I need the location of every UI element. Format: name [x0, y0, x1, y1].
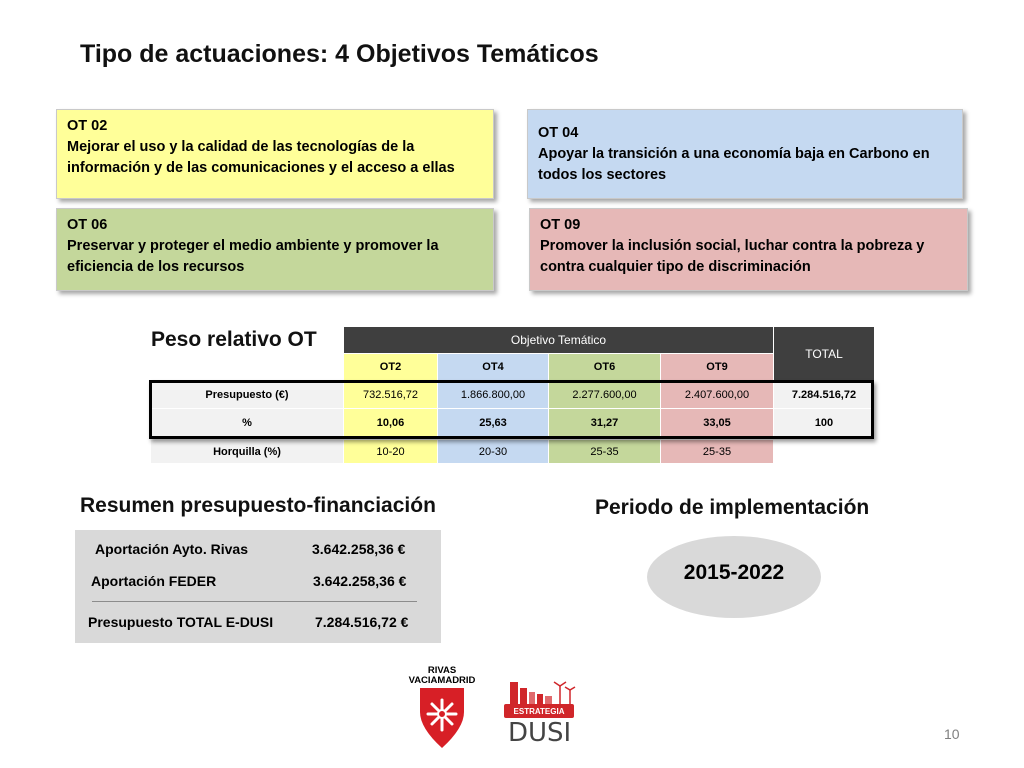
resumen-box — [75, 530, 441, 643]
resumen-total-amount: 7.284.516,72 € — [315, 614, 409, 630]
ot-code: OT 06 — [67, 217, 108, 233]
table-cell: 25-35 — [549, 440, 661, 464]
resumen-label: Aportación Ayto. Rivas — [95, 541, 248, 557]
col-header-ot2: OT2 — [344, 354, 438, 381]
rivas-shield-icon — [402, 666, 482, 750]
resumen-amount: 3.642.258,36 € — [313, 573, 407, 589]
dusi-band-text: ESTRATEGIA — [504, 704, 574, 718]
table-cell: 25,63 — [438, 409, 549, 438]
row-label-percent: % — [151, 409, 344, 438]
col-header-ot6: OT6 — [549, 354, 661, 381]
peso-heading: Peso relativo OT — [151, 328, 317, 351]
table-cell: 1.866.800,00 — [438, 381, 549, 409]
row-label-horquilla: Horquilla (%) — [151, 440, 344, 464]
table-cell: 2.407.600,00 — [661, 381, 774, 409]
rivas-logo-text: RIVAS VACIAMADRID — [408, 665, 476, 686]
ot-description: Promover la inclusión social, luchar contra la pobreza y contra cualquier tipo de discriminación — [540, 238, 925, 275]
ot-description: Mejorar el uso y la calidad de las tecnologías de la información y de las comunicaciones y el acceso a ellas — [67, 139, 455, 176]
dusi-logo — [500, 680, 580, 748]
ot-description: Apoyar la transición a una economía baja en Carbono en todos los sectores — [538, 146, 930, 183]
page-number: 10 — [944, 726, 960, 742]
table-cell: 25-35 — [661, 440, 774, 464]
divider — [92, 601, 417, 602]
table-cell: 732.516,72 — [344, 381, 438, 409]
table-cell: 2.277.600,00 — [549, 381, 661, 409]
dusi-word-text: DUSI — [508, 718, 572, 748]
periodo-ellipse — [647, 536, 821, 618]
ot-code: OT 04 — [538, 125, 579, 141]
col-header-ot4: OT4 — [438, 354, 549, 381]
col-header-ot9: OT9 — [661, 354, 774, 381]
periodo-heading: Periodo de implementación — [595, 496, 870, 519]
ot-code: OT 09 — [540, 217, 581, 233]
city-skyline-icon — [500, 680, 580, 706]
table-cell: 31,27 — [549, 409, 661, 438]
ot-code: OT 02 — [67, 118, 108, 134]
table-cell: 33,05 — [661, 409, 774, 438]
resumen-amount: 3.642.258,36 € — [312, 541, 406, 557]
total-header: TOTAL — [774, 327, 875, 381]
table-cell-total: 100 — [774, 409, 875, 438]
resumen-heading: Resumen presupuesto-financiación — [80, 494, 436, 517]
resumen-label: Aportación FEDER — [91, 573, 217, 589]
resumen-total-label: Presupuesto TOTAL E-DUSI — [88, 614, 274, 630]
table-cell-total: 7.284.516,72 — [774, 381, 875, 409]
table-cell: 10,06 — [344, 409, 438, 438]
group-header: Objetivo Temático — [344, 327, 774, 354]
table-cell: 20-30 — [438, 440, 549, 464]
table-cell: 10-20 — [344, 440, 438, 464]
ot-description: Preservar y proteger el medio ambiente y promover la eficiencia de los recursos — [67, 238, 439, 275]
periodo-value: 2015-2022 — [683, 561, 785, 584]
rivas-logo — [402, 666, 482, 750]
row-label-presupuesto: Presupuesto (€) — [151, 381, 344, 409]
slide-title: Tipo de actuaciones: 4 Objetivos Temáticos — [80, 40, 599, 68]
